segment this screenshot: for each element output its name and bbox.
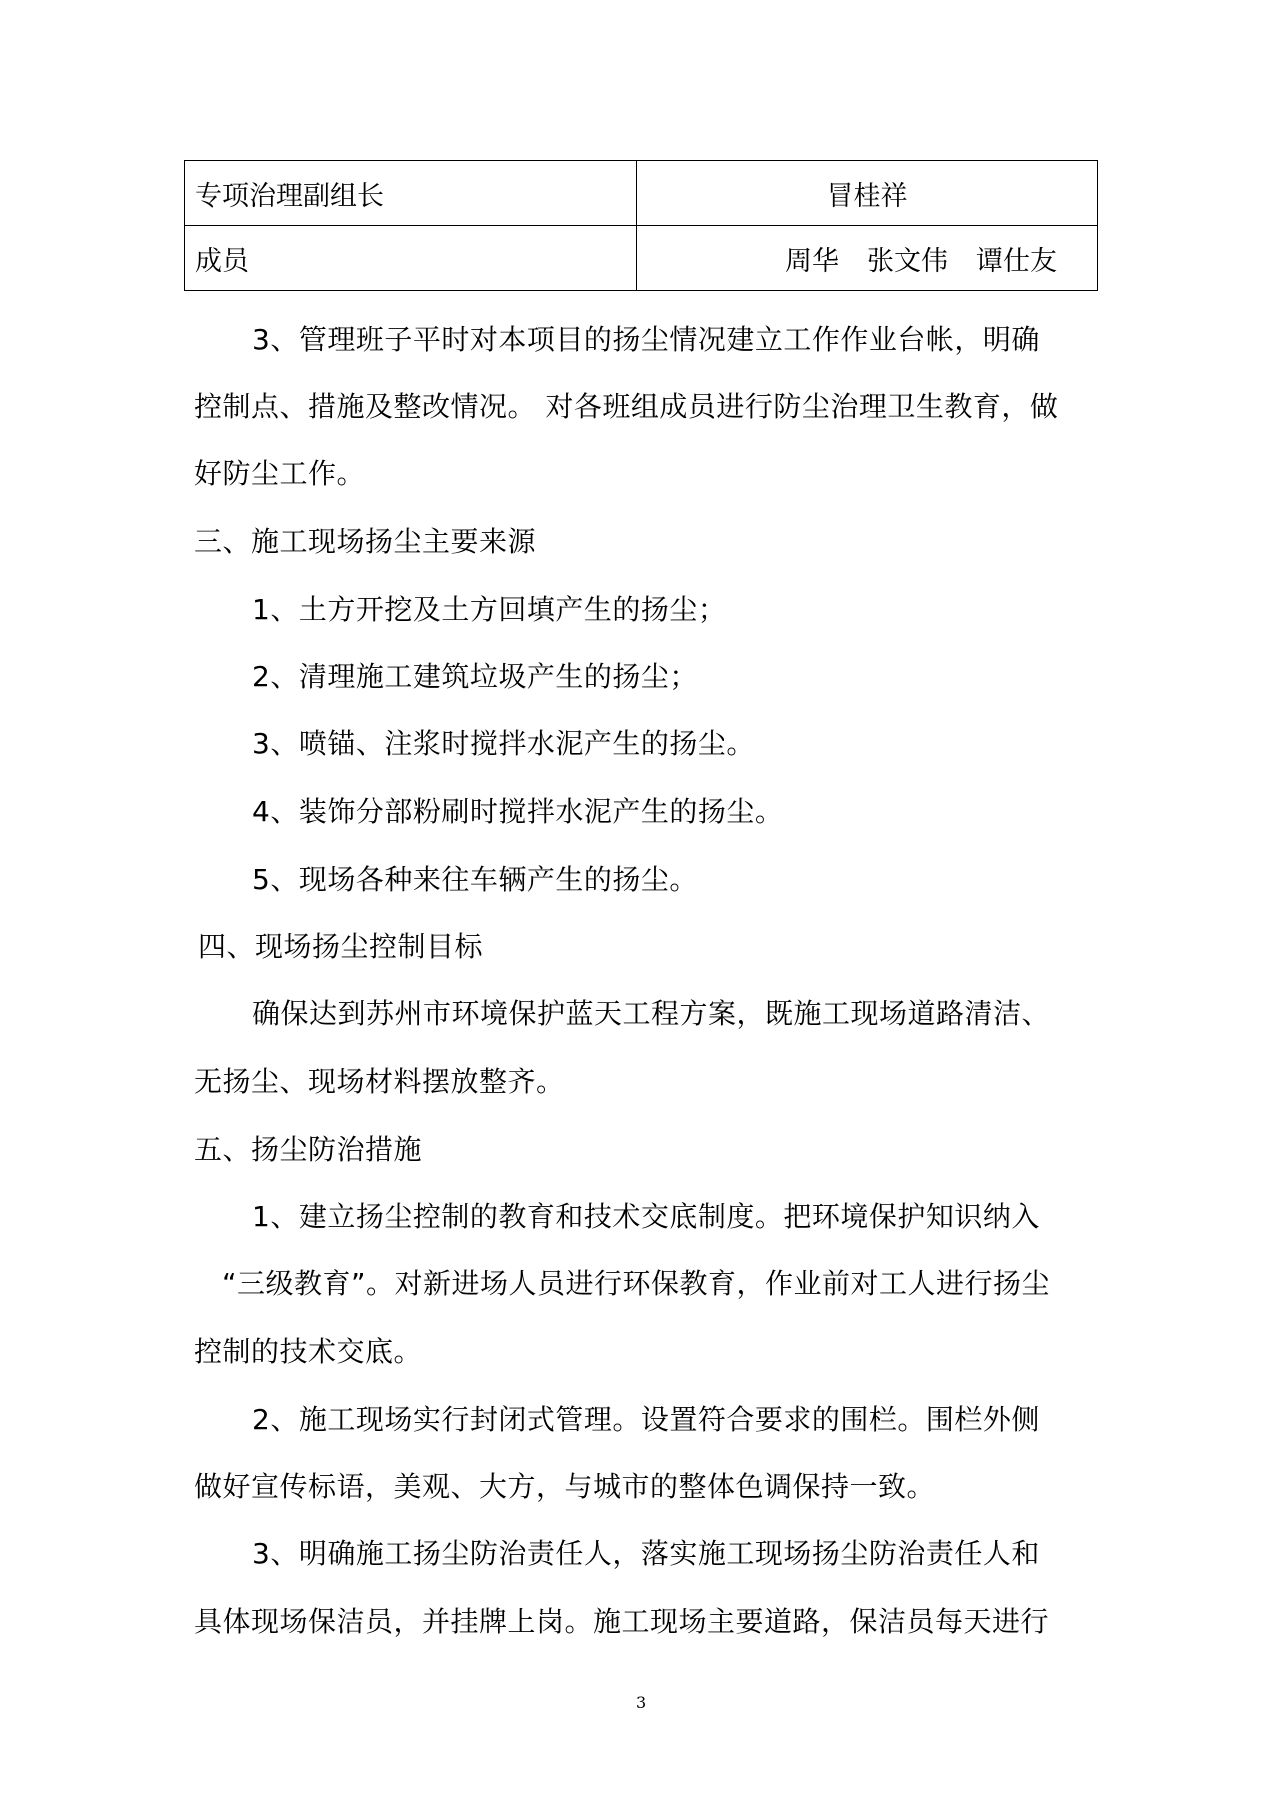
role-label-deputy-leader: 专项治理副组长 — [185, 161, 637, 226]
paragraph-line: 1、建立扬尘控制的教育和技术交底制度。把环境保护知识纳入 — [252, 1200, 1040, 1233]
paragraph-line: 好防尘工作。 — [194, 457, 366, 490]
paragraph-line: 无扬尘、现场材料摆放整齐。 — [194, 1065, 565, 1098]
table-row — [185, 161, 1098, 226]
list-item: 4、装饰分部粉刷时搅拌水泥产生的扬尘。 — [252, 795, 784, 828]
page-number: 3 — [636, 1693, 647, 1712]
list-item: 1、土方开挖及土方回填产生的扬尘； — [252, 593, 727, 626]
personnel-table — [184, 160, 1098, 291]
list-item: 2、清理施工建筑垃圾产生的扬尘； — [252, 660, 698, 693]
member-name: 张文伟 — [867, 245, 948, 277]
list-item: 5、现场各种来往车辆产生的扬尘。 — [252, 863, 698, 896]
member-name: 谭仕友 — [976, 245, 1057, 277]
paragraph-line: “三级教育”。对新进场人员进行环保教育，作业前对工人进行扬尘 — [222, 1267, 1051, 1300]
table-row — [185, 226, 1098, 291]
section-heading: 三、施工现场扬尘主要来源 — [194, 525, 537, 558]
role-label-members: 成员 — [185, 226, 637, 291]
paragraph-line: 具体现场保洁员，并挂牌上岗。施工现场主要道路，保洁员每天进行 — [194, 1605, 1050, 1638]
paragraph-line: 3、管理班子平时对本项目的扬尘情况建立工作作业台帐，明确 — [252, 323, 1040, 356]
section-heading: 四、现场扬尘控制目标 — [198, 930, 484, 963]
paragraph-line: 控制点、措施及整改情况。 对各班组成员进行防尘治理卫生教育，做 — [194, 390, 1059, 423]
section-heading: 五、扬尘防治措施 — [194, 1133, 423, 1166]
paragraph-line: 2、施工现场实行封闭式管理。设置符合要求的围栏。围栏外侧 — [252, 1403, 1040, 1436]
paragraph-line: 控制的技术交底。 — [194, 1335, 423, 1368]
paragraph-line: 做好宣传标语，美观、大方，与城市的整体色调保持一致。 — [194, 1470, 936, 1503]
paragraph-line: 3、明确施工扬尘防治责任人，落实施工现场扬尘防治责任人和 — [252, 1537, 1040, 1570]
list-item: 3、喷锚、注浆时搅拌水泥产生的扬尘。 — [252, 727, 755, 760]
member-name: 周华 — [785, 245, 839, 277]
paragraph-line: 确保达到苏州市环境保护蓝天工程方案，既施工现场道路清洁、 — [252, 997, 1051, 1030]
role-value-deputy-leader: 冒桂祥 — [637, 161, 1098, 226]
role-value-members — [637, 226, 1098, 291]
